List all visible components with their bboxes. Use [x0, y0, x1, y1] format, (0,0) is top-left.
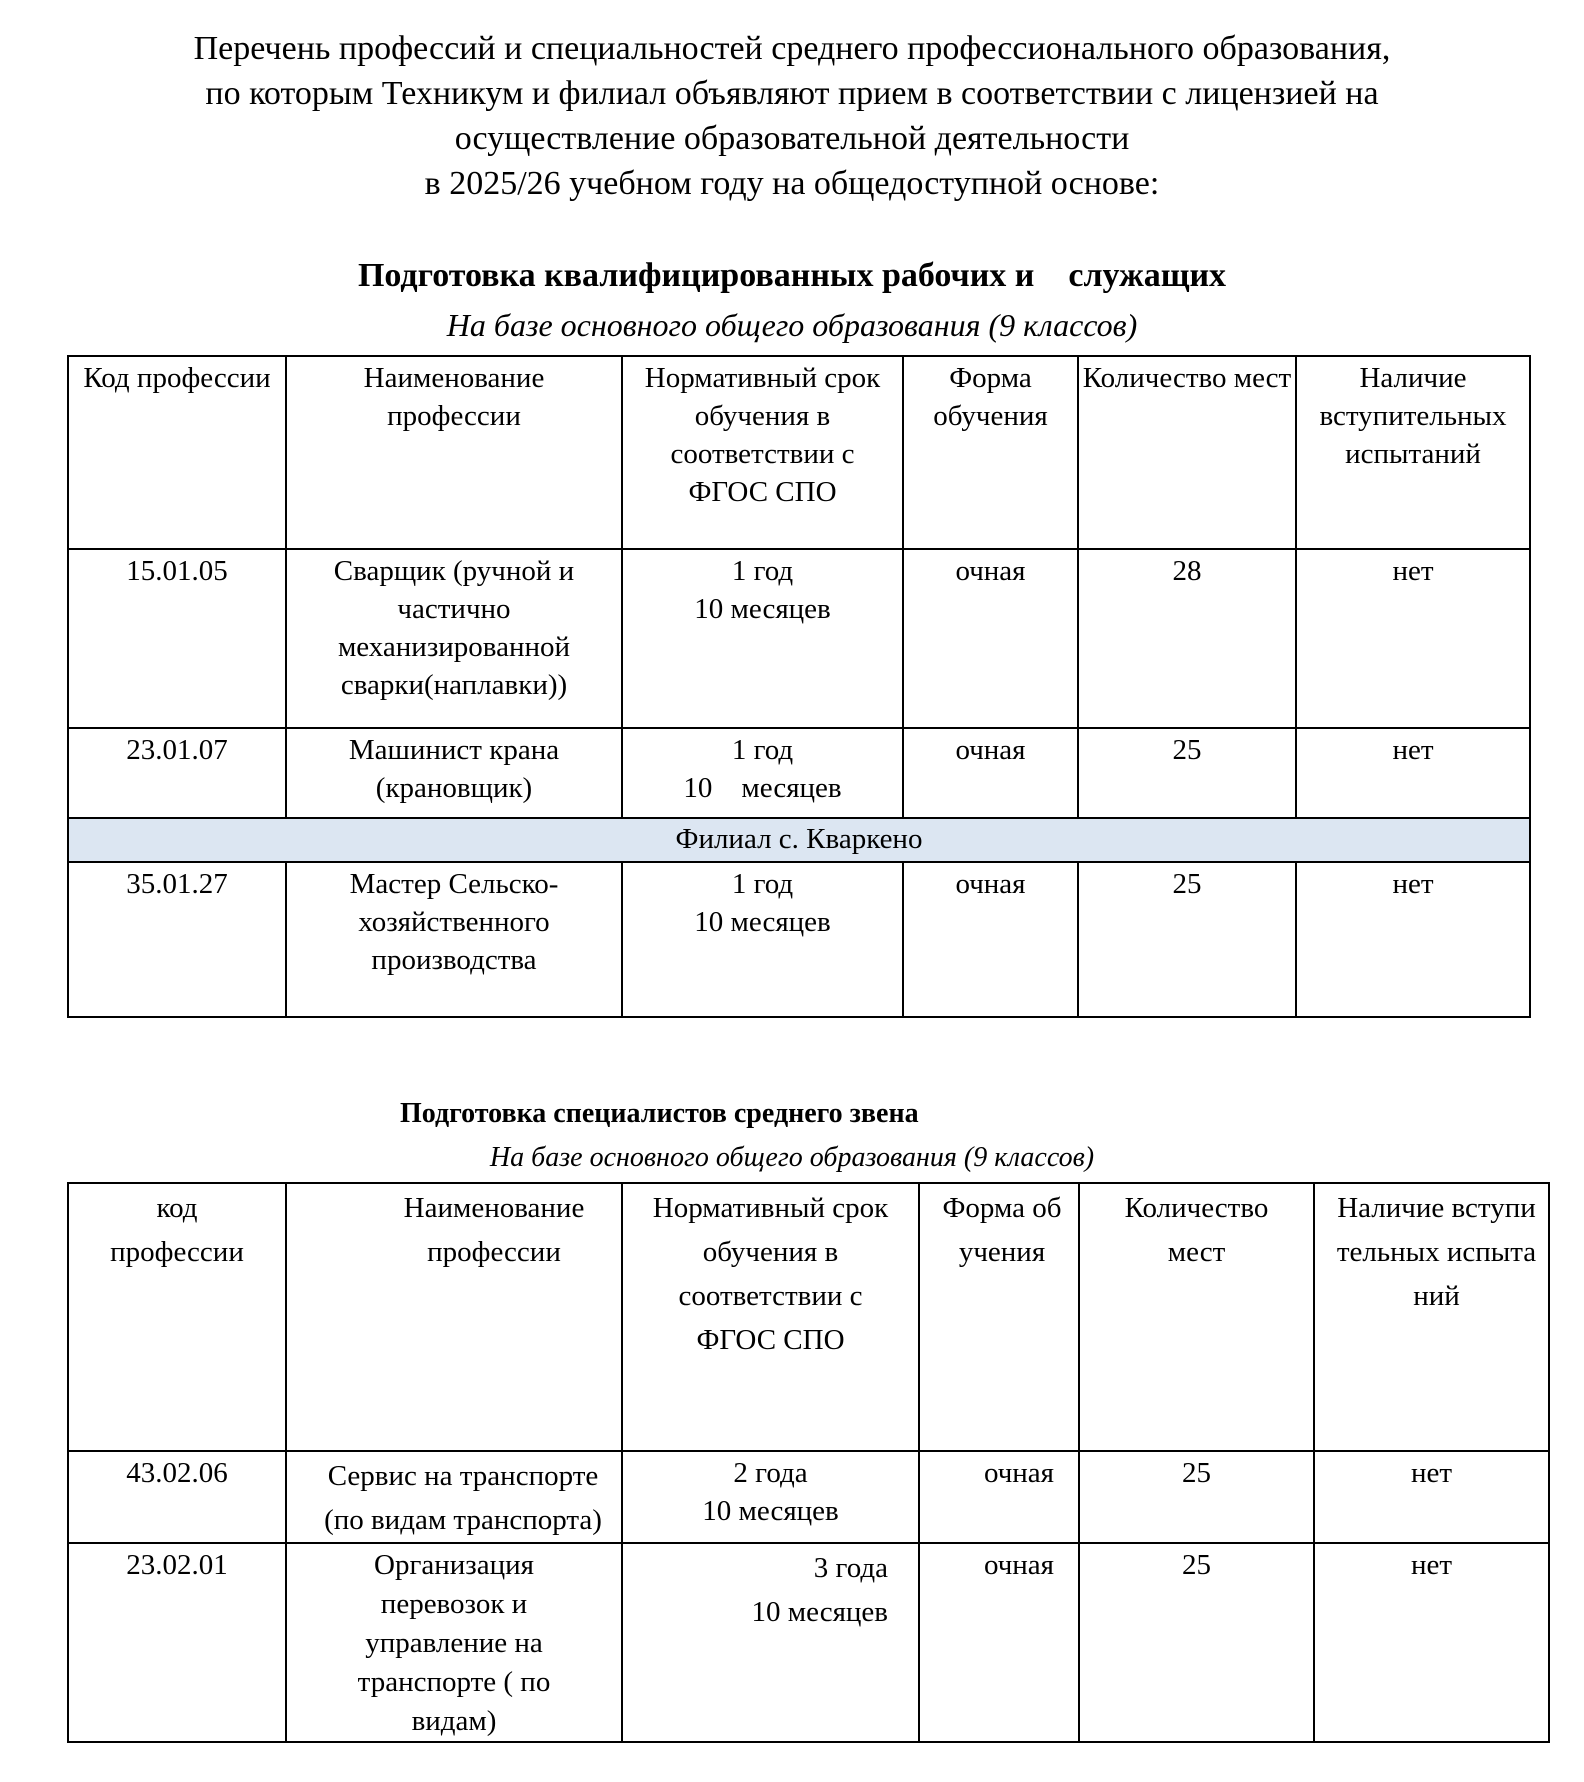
table-row [68, 1543, 1549, 1742]
header-code: Код профессии [68, 356, 286, 549]
cell-code: 43.02.06 [68, 1451, 286, 1543]
header-term: Нормативный срок обучения в соответствии с ФГОС СПО [622, 1183, 919, 1451]
intro-line: в 2025/26 учебном году на общедоступной основе: [424, 165, 1160, 202]
workers-table [67, 355, 1531, 1018]
header-term: Нормативный срок обучения в соответствии с ФГОС СПО [622, 356, 903, 549]
table-row [68, 549, 1530, 728]
cell-name: Сервис на транспорте (по видам транспорта) [286, 1451, 622, 1543]
intro-line: осуществление образовательной деятельности [454, 120, 1130, 157]
specialists-table [67, 1182, 1550, 1743]
cell-term: 1 год 10 месяцев [622, 549, 903, 728]
cell-name: Сварщик (ручной и частично механизированной сварки(наплавки)) [286, 549, 622, 728]
cell-seats: 28 [1078, 549, 1296, 728]
cell-code: 15.01.05 [68, 549, 286, 728]
cell-seats: 25 [1078, 862, 1296, 1017]
header-seats: Количество мест [1079, 1183, 1314, 1451]
cell-name: Организация перевозок и управление на транспорте ( по видам) [286, 1543, 622, 1742]
header-code: код профессии [68, 1183, 286, 1451]
branch-label: Филиал с. Кваркено [68, 818, 1530, 862]
cell-seats: 25 [1078, 728, 1296, 818]
document-intro [0, 26, 1584, 206]
cell-form: очная [919, 1451, 1079, 1543]
header-form: Форма обучения [919, 1183, 1079, 1451]
header-name: Наименование профессии [286, 356, 622, 549]
table-header-row [68, 356, 1530, 549]
cell-form: очная [903, 862, 1078, 1017]
section1-title: Подготовка квалифицированных рабочих и служащих [357, 257, 1227, 294]
intro-line: Перечень профессий и специальностей среднего профессионального образования, [193, 30, 1391, 67]
section2-subtitle: На базе основного общего образования (9 классов) [489, 1142, 1095, 1173]
cell-form: очная [903, 549, 1078, 728]
header-name: Наименование профессии [286, 1183, 622, 1451]
table-header-row [68, 1183, 1549, 1451]
cell-term: 2 года 10 месяцев [622, 1451, 919, 1543]
cell-term: 1 год 10 месяцев [622, 862, 903, 1017]
section1-subtitle: На базе основного общего образования (9 классов) [446, 307, 1138, 343]
cell-name: Машинист крана (крановщик) [286, 728, 622, 818]
cell-exams: нет [1314, 1543, 1549, 1742]
cell-exams: нет [1296, 549, 1530, 728]
header-form: Форма обучения [903, 356, 1078, 549]
cell-seats: 25 [1079, 1451, 1314, 1543]
cell-exams: нет [1296, 862, 1530, 1017]
header-seats: Количество мест [1078, 356, 1296, 549]
header-exams: Наличие вступительных испытаний [1314, 1183, 1549, 1451]
cell-code: 23.02.01 [68, 1543, 286, 1742]
cell-term: 3 года 10 месяцев [622, 1543, 919, 1742]
cell-term: 1 год 10 месяцев [622, 728, 903, 818]
cell-exams: нет [1296, 728, 1530, 818]
intro-line: по которым Техникум и филиал объявляют прием в соответствии с лицензией на [205, 75, 1379, 112]
cell-code: 35.01.27 [68, 862, 286, 1017]
table-row [68, 862, 1530, 1017]
cell-form: очная [903, 728, 1078, 818]
cell-form: очная [919, 1543, 1079, 1742]
header-exams: Наличие вступительных испытаний [1296, 356, 1530, 549]
cell-code: 23.01.07 [68, 728, 286, 818]
cell-seats: 25 [1079, 1543, 1314, 1742]
cell-name: Мастер Сельско-хозяйственного производства [286, 862, 622, 1017]
table-row [68, 728, 1530, 818]
table-row [68, 1451, 1549, 1543]
cell-exams: нет [1314, 1451, 1549, 1543]
section2-title: Подготовка специалистов среднего звена [400, 1098, 919, 1129]
branch-row [68, 818, 1530, 862]
